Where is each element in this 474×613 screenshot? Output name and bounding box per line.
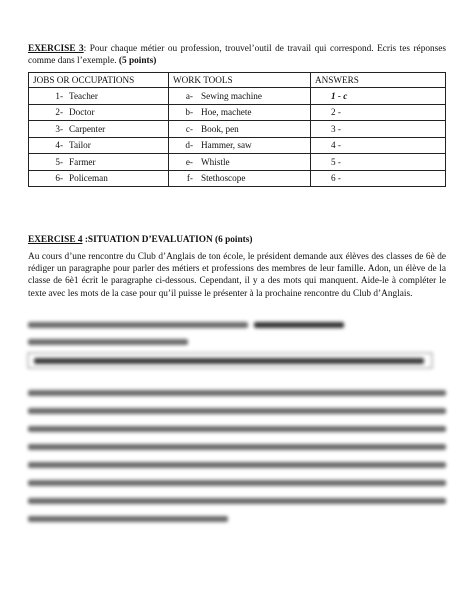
tool-name: Whistle xyxy=(201,156,230,167)
job-number: 5- xyxy=(55,156,63,167)
tool-letter: e- xyxy=(185,156,193,167)
answer-cell[interactable]: 5 - xyxy=(331,156,341,167)
exercise-4-paragraph: Au cours d’une rencontre du Club d’Anglais de ton école, le président demande aux élèves des classes de 6è de rédiger un paragraphe pour parler des métiers et professions des membres de leur famille. Adon, un élève de la classe de 6è1 écrit le paragraphe ci-dessous. Cependant, il y a des mots qui manquent. Aide-le à compléter le texte avec les mots de la case pour qu’il puisse le présenter à la prochaine rencontre du Club d’Anglais. xyxy=(28,252,446,299)
header-jobs: JOBS OR OCCUPATIONS xyxy=(29,73,169,88)
job-name: Doctor xyxy=(69,107,95,118)
job-name: Carpenter xyxy=(69,123,106,134)
job-name: Policeman xyxy=(69,173,108,184)
tool-letter: c- xyxy=(185,123,193,134)
answer-cell[interactable]: 2 - xyxy=(331,107,341,118)
job-number: 3- xyxy=(55,123,63,134)
tool-name: Book, pen xyxy=(201,123,239,134)
job-number: 4- xyxy=(55,140,63,151)
job-name: Tailor xyxy=(69,140,91,151)
exercise-4-title: EXERCISE 4 xyxy=(28,235,83,245)
job-number: 1- xyxy=(55,90,63,101)
tool-letter: f- xyxy=(186,173,193,184)
exercise-4-subtitle: :SITUATION D’EVALUATION (6 points) xyxy=(82,235,253,245)
tool-letter: b- xyxy=(185,107,193,118)
answer-cell[interactable]: 6 - xyxy=(331,173,341,184)
exercise-3-title: EXERCISE 3 xyxy=(28,44,84,54)
job-name: Teacher xyxy=(69,90,98,101)
exercise-3-points: (5 points) xyxy=(118,56,157,66)
exercise-3-text: : Pour chaque métier ou profession, trouvel’outil de travail qui correspond. Ecris tes réponses comme dans l’exemple. xyxy=(28,44,446,66)
job-name: Farmer xyxy=(69,156,96,167)
job-number: 6- xyxy=(55,173,63,184)
header-tools: WORK TOOLS xyxy=(169,73,311,88)
tool-letter: d- xyxy=(185,140,193,151)
answer-cell[interactable]: 4 - xyxy=(331,140,341,151)
answer-cell[interactable]: 3 - xyxy=(331,123,341,134)
tool-name: Stethoscope xyxy=(201,173,246,184)
tool-name: Sewing machine xyxy=(201,90,262,101)
job-number: 2- xyxy=(55,107,63,118)
tool-letter: a- xyxy=(185,90,193,101)
tool-name: Hoe, machete xyxy=(201,107,252,118)
header-answers: ANSWERS xyxy=(311,73,446,88)
tool-name: Hammer, saw xyxy=(201,140,252,151)
answer-cell[interactable]: 1 - c xyxy=(331,90,348,101)
